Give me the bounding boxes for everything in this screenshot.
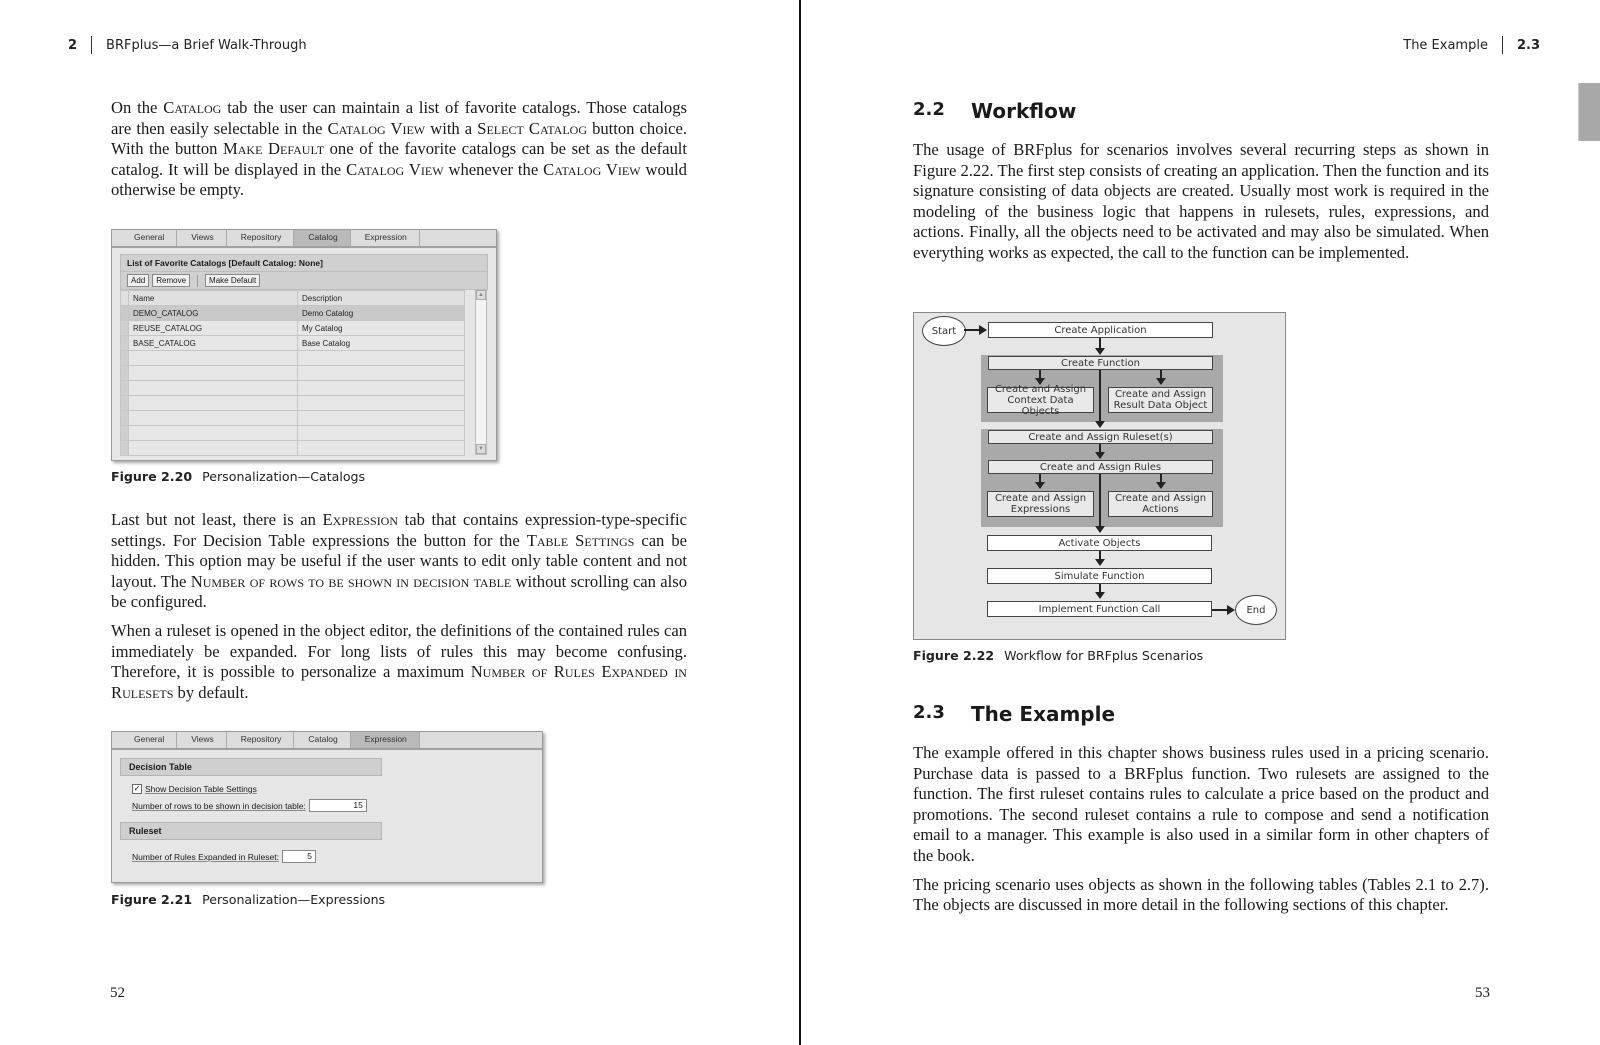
row-selector[interactable] <box>121 381 129 396</box>
figure-2-20-caption <box>111 469 365 484</box>
paragraph: The pricing scenario uses objects as shown in the following tables (Tables 2.1 to 2.7). The objects are discussed in more detail in the following sections of this chapter. <box>913 874 1489 915</box>
divider <box>91 36 92 54</box>
rules-setting-row <box>132 850 542 863</box>
connector <box>964 329 979 331</box>
tab-strip <box>112 230 496 248</box>
table-row[interactable] <box>121 321 465 336</box>
paragraph <box>111 510 687 613</box>
text-run: On the <box>111 98 164 117</box>
arrow-down-icon <box>1095 592 1105 599</box>
text-run: would otherwise be empty. <box>111 159 687 200</box>
cell-name: BASE_CATALOG <box>129 336 298 351</box>
row-selector[interactable] <box>121 321 129 336</box>
text-run: whenever the <box>443 159 544 179</box>
arrow-down-icon <box>1095 526 1105 533</box>
row-selector[interactable] <box>121 426 129 441</box>
heading-title: Workflow <box>971 99 1077 123</box>
column-header-name[interactable]: Name <box>129 291 298 306</box>
remove-button[interactable]: Remove <box>152 274 190 287</box>
cell-name <box>129 366 298 381</box>
cell-description <box>298 381 465 396</box>
row-selector[interactable] <box>121 441 129 456</box>
table-scrollbar[interactable] <box>475 289 487 455</box>
ui-term: Catalog View <box>327 118 426 138</box>
figure-2-21-caption <box>111 892 385 907</box>
book-spine <box>799 0 801 1045</box>
arrow-down-icon <box>1156 482 1166 489</box>
page-number-right: 53 <box>1475 985 1490 1001</box>
make-default-button[interactable]: Make Default <box>205 274 260 287</box>
arrow-down-icon <box>1095 559 1105 566</box>
text-run: one of the favorite catalogs can be set as the default catalog. It will be displayed in the <box>111 139 687 179</box>
ui-term: Expression <box>322 510 399 529</box>
paragraph: The example offered in this chapter shows business rules used in a pricing scenario. Purchase data is passed to a BRFplus function. Two rulesets are assigned to the function. The first ruleset contains rules to calculate a price based on the product and promotions. The second ruleset contains a rule to compose and send a notification email to a manager. This example is also used in a similar form in other chapters of the book. <box>913 743 1489 865</box>
table-row[interactable] <box>121 411 465 426</box>
chapter-title: BRFplus—a Brief Walk-Through <box>106 37 307 53</box>
column-header-description[interactable]: Description <box>298 291 465 306</box>
step-activate-objects: Activate Objects <box>987 535 1212 551</box>
paragraph: The usage of BRFplus for scenarios involves several recurring steps as shown in Figure 2.22. The first step consists of creating an application. Then the function and its signature consisting of data objects are created. Usually most work is required in the modeling of the business logic that happens in rulesets, rules, expressions, and actions. Finally, all the objects need to be activated and may also be simulated. When everything works as expected, the call to the function can be implemented. <box>913 140 1489 262</box>
figure-2-20-screenshot <box>111 229 497 461</box>
cell-description <box>298 366 465 381</box>
section-number: 2.3 <box>1516 37 1540 53</box>
row-selector[interactable] <box>121 366 129 381</box>
paragraph <box>111 621 687 703</box>
tab-general[interactable]: General <box>120 230 177 246</box>
arrow-right-icon <box>1227 605 1235 615</box>
figure-2-22-caption <box>913 648 1203 663</box>
step-actions: Create and Assign Actions <box>1108 491 1213 517</box>
right-text-block-2 <box>913 743 1489 924</box>
cell-name: REUSE_CATALOG <box>129 321 298 336</box>
tab-repository[interactable]: Repository <box>227 230 295 246</box>
rows-setting-row <box>132 799 542 812</box>
text-run: When a ruleset is opened in the object editor, the definitions of the contained rules can immediately be expanded. For long lists of rules this may become confusing. Therefore, it is possible to personalize a maximum <box>111 620 687 682</box>
cell-description <box>298 411 465 426</box>
arrow-down-icon <box>1095 452 1105 459</box>
start-node: Start <box>922 316 966 346</box>
step-rules: Create and Assign Rules <box>988 460 1213 474</box>
table-header-row <box>121 291 465 306</box>
step-context-data-objects: Create and Assign Context Data Objects <box>987 387 1094 413</box>
table-row[interactable] <box>121 336 465 351</box>
rows-input[interactable]: 15 <box>309 799 367 812</box>
row-selector[interactable] <box>121 306 129 321</box>
arrow-down-icon <box>1156 378 1166 385</box>
page-number-left: 52 <box>110 985 125 1001</box>
text-run: button choice. With the button <box>111 118 688 159</box>
step-rulesets: Create and Assign Ruleset(s) <box>988 430 1213 444</box>
rules-input[interactable]: 5 <box>282 850 316 863</box>
tab-strip <box>112 732 542 750</box>
cell-description: Base Catalog <box>298 336 465 351</box>
text-run: can be hidden. This option may be useful if the user wants to edit only table content and not layout. The <box>111 530 687 591</box>
caption-text: Personalization—Expressions <box>202 892 386 907</box>
text-run: by default. <box>173 682 249 702</box>
row-selector[interactable] <box>121 411 129 426</box>
right-text-block-1 <box>913 140 1489 272</box>
cell-description <box>298 426 465 441</box>
cell-description <box>298 441 465 456</box>
text-run: without scrolling can also be configured. <box>111 571 687 612</box>
cell-name <box>129 351 298 366</box>
text-run: Last but not least, there is an <box>111 510 323 529</box>
heading-number: 2.3 <box>913 702 945 723</box>
table-row[interactable] <box>121 441 465 456</box>
arrow-down-icon <box>1095 421 1105 428</box>
step-result-data-object: Create and Assign Result Data Object <box>1108 387 1213 413</box>
cell-description: My Catalog <box>298 321 465 336</box>
table-row[interactable] <box>121 306 465 321</box>
connector <box>1212 609 1227 611</box>
figure-2-22-workflow-diagram <box>913 312 1286 640</box>
arrow-down-icon <box>1095 348 1105 355</box>
cell-name <box>129 441 298 456</box>
section-heading-2-3 <box>913 702 1115 726</box>
text-run: tab that contains expression-type-specific settings. For Decision Table expressions the button for the <box>111 510 688 550</box>
row-selector[interactable] <box>121 336 129 351</box>
tab-catalog[interactable]: Catalog <box>294 230 350 246</box>
scroll-up-icon[interactable]: ▲ <box>476 290 486 300</box>
section-ruleset: Ruleset <box>120 822 382 840</box>
rows-label: Number of rows to be shown in decision table: <box>132 800 306 811</box>
tab-expression[interactable]: Expression <box>351 732 420 748</box>
table-row[interactable] <box>121 351 465 366</box>
left-text-block-2 <box>111 510 687 711</box>
cell-description <box>298 396 465 411</box>
caption-text: Workflow for BRFplus Scenarios <box>1004 648 1204 663</box>
toolbar <box>120 272 488 290</box>
connector <box>1099 474 1101 527</box>
step-create-function: Create Function <box>988 356 1213 370</box>
tab-views[interactable]: Views <box>177 732 227 748</box>
tab-repository[interactable]: Repository <box>227 732 295 748</box>
table-row[interactable] <box>121 366 465 381</box>
cell-name <box>129 426 298 441</box>
select-all-cell[interactable] <box>121 291 129 306</box>
step-simulate-function: Simulate Function <box>987 568 1212 584</box>
divider <box>1502 36 1503 54</box>
cell-name: DEMO_CATALOG <box>129 306 298 321</box>
table-row[interactable] <box>121 426 465 441</box>
tab-expression[interactable]: Expression <box>351 230 420 246</box>
heading-title: The Example <box>971 702 1116 726</box>
heading-number: 2.2 <box>913 99 945 120</box>
ui-term: Number of rows to be shown in decision table <box>190 571 512 591</box>
text-run: with a <box>425 118 478 138</box>
tab-catalog[interactable]: Catalog <box>294 732 350 748</box>
panel-title: List of Favorite Catalogs [Default Catalog: None] <box>120 254 488 272</box>
toolbar-separator <box>197 275 198 287</box>
arrow-down-icon <box>1035 482 1045 489</box>
caption-label: Figure 2.21 <box>111 892 193 907</box>
chapter-thumb-tab <box>1578 83 1600 141</box>
text-run: tab the user can maintain a list of favorite catalogs. Those catalogs are then easily selectable in the <box>111 98 687 138</box>
connector <box>1099 370 1101 422</box>
step-expressions: Create and Assign Expressions <box>987 491 1094 517</box>
paragraph <box>111 98 687 201</box>
table-row[interactable] <box>121 381 465 396</box>
rules-label: Number of Rules Expanded in Ruleset: <box>132 851 279 862</box>
section-title: The Example <box>1403 37 1488 53</box>
cell-description <box>298 351 465 366</box>
show-decision-table-settings-checkbox[interactable]: ✓ <box>133 784 141 793</box>
section-decision-table: Decision Table <box>120 758 382 776</box>
row-selector[interactable] <box>121 351 129 366</box>
end-node: End <box>1235 595 1277 625</box>
tab-general[interactable]: General <box>120 732 177 748</box>
running-head-right <box>1403 36 1540 54</box>
checkbox-label: Show Decision Table Settings <box>145 784 257 794</box>
step-implement-function-call: Implement Function Call <box>987 601 1212 617</box>
ui-term: Catalog View <box>543 159 641 179</box>
running-head-left <box>68 36 307 54</box>
figure-2-21-screenshot <box>111 731 543 883</box>
ui-term: Make Default <box>223 139 325 159</box>
table-row[interactable] <box>121 396 465 411</box>
ui-term: Catalog <box>163 98 222 117</box>
ui-term: Select Catalog <box>477 118 587 138</box>
left-text-block-1 <box>111 98 687 209</box>
section-heading-2-2 <box>913 99 1076 123</box>
ui-term: Catalog View <box>346 159 444 179</box>
cell-name <box>129 396 298 411</box>
arrow-right-icon <box>979 325 987 335</box>
caption-label: Figure 2.22 <box>913 648 995 663</box>
scroll-down-icon[interactable]: ▼ <box>476 444 486 454</box>
tab-views[interactable]: Views <box>177 230 227 246</box>
cell-name <box>129 381 298 396</box>
row-selector[interactable] <box>121 396 129 411</box>
cell-name <box>129 411 298 426</box>
ui-term: Number of Rules Expanded in Rulesets <box>111 662 687 702</box>
ui-term: Table Settings <box>526 530 635 550</box>
caption-text: Personalization—Catalogs <box>202 469 366 484</box>
catalog-table <box>120 290 465 456</box>
chapter-number: 2 <box>68 37 78 53</box>
step-create-application: Create Application <box>988 322 1213 338</box>
add-button[interactable]: Add <box>127 274 149 287</box>
show-settings-row <box>132 784 542 794</box>
cell-description: Demo Catalog <box>298 306 465 321</box>
caption-label: Figure 2.20 <box>111 469 193 484</box>
